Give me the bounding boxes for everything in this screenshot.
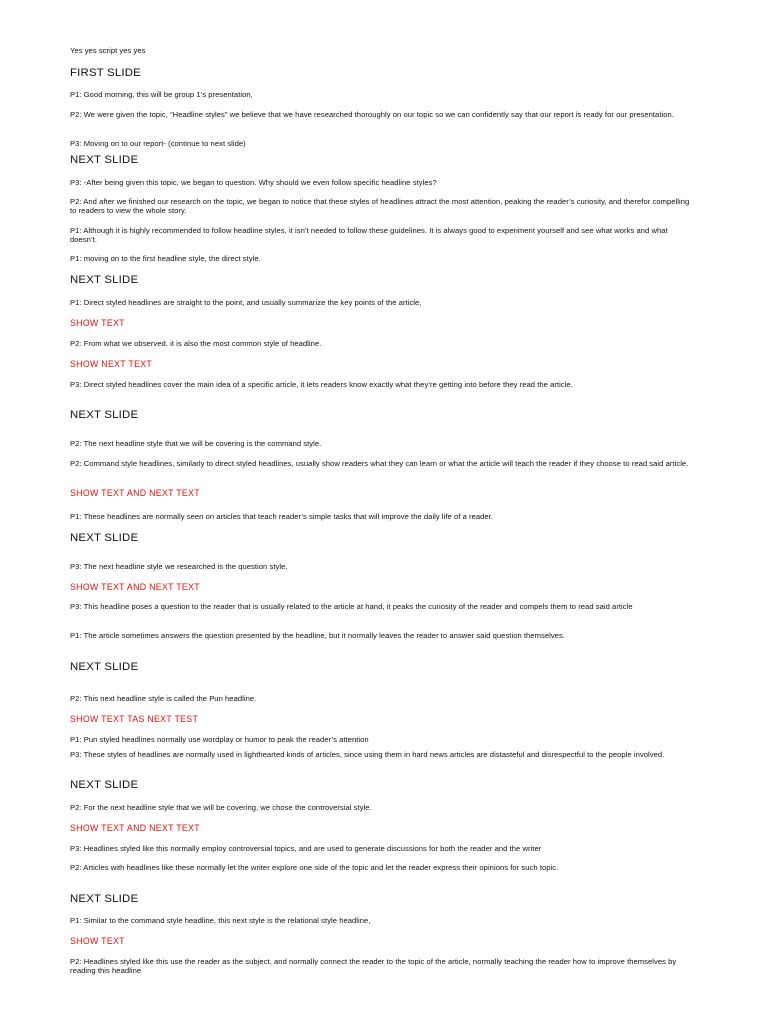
- script-line: P2: For the next headline style that we will be covering, we chose the controversial style.: [70, 803, 372, 812]
- script-line: P3: -After being given this topic, we began to question. Why should we even follow specific headline styles?: [70, 178, 437, 187]
- script-line: P2: And after we finished our research on the topic, we began to notice that these styles of headlines attract the most attention, peaking the reader’s curiosity, and therefor compelling to readers to view the whole story.: [70, 197, 690, 216]
- script-line: P3: Headlines styled like this normally employ controversial topics, and are used to generate discussions for both the reader and the writer: [70, 844, 542, 853]
- script-line: P3: These styles of headlines are normally used in lighthearted kinds of articles, since using them in hard news articles are distasteful and disrespectful to the people involved.: [70, 750, 665, 759]
- script-line: P2: From what we observed, it is also the most common style of headline.: [70, 339, 322, 348]
- cue-show-text-tas-next-test: SHOW TEXT TAS NEXT TEST: [70, 714, 199, 724]
- script-line: P3: The next headline style we researched is the question style,: [70, 562, 288, 571]
- cue-show-next-text: SHOW NEXT TEXT: [70, 359, 153, 369]
- script-line: P1: Pun styled headlines normally use wordplay or humor to peak the reader’s attention: [70, 735, 369, 744]
- heading-next-slide: NEXT SLIDE: [70, 409, 139, 421]
- heading-next-slide: NEXT SLIDE: [70, 532, 139, 544]
- script-intro: Yes yes script yes yes: [70, 46, 146, 55]
- script-line: P2: We were given the topic, “Headline styles” we believe that we have researched thoroughly on our topic so we can confidently say that our report is ready for our presentation.: [70, 110, 674, 119]
- script-line: P3: Moving on to our report- (continue to next slide): [70, 139, 246, 148]
- heading-next-slide: NEXT SLIDE: [70, 274, 139, 286]
- script-line: P1: The article sometimes answers the question presented by the headline, but it normally leaves the reader to answer said question themselves.: [70, 631, 565, 640]
- script-line: P1: Good morning, this will be group 1’s presentation,: [70, 90, 253, 99]
- script-line: P2: This next headline style is called the Pun headline.: [70, 694, 257, 703]
- heading-next-slide: NEXT SLIDE: [70, 154, 139, 166]
- script-line: P3: Direct styled headlines cover the main idea of a specific article, it lets readers know exactly what they’re getting into before they read the article.: [70, 380, 573, 389]
- cue-show-text: SHOW TEXT: [70, 936, 125, 946]
- heading-next-slide: NEXT SLIDE: [70, 779, 139, 791]
- cue-show-text-and-next-text: SHOW TEXT AND NEXT TEXT: [70, 823, 200, 833]
- cue-show-text-and-next-text: SHOW TEXT AND NEXT TEXT: [70, 582, 200, 592]
- script-line: P2: The next headline style that we will be covering is the command style.: [70, 439, 322, 448]
- script-line: P1: Although it is highly recommended to follow headline styles, it isn’t needed to follow these guidelines. It is always good to experiment yourself and see what works and what doesn’t.: [70, 226, 668, 245]
- script-line: P2: Headlines styled like this use the reader as the subject, and normally connect the reader to the topic of the article, normally teaching the reader how to improve themselves by reading this headline: [70, 957, 677, 976]
- heading-next-slide: NEXT SLIDE: [70, 661, 139, 673]
- script-line: P1: moving on to the first headline style, the direct style.: [70, 254, 261, 263]
- script-line: P1: These headlines are normally seen on articles that teach reader’s simple tasks that will improve the daily life of a reader.: [70, 512, 494, 521]
- script-line: P3: This headline poses a question to the reader that is usually related to the article at hand, it peaks the curiosity of the reader and compels them to read said article: [70, 602, 633, 611]
- script-line: P1: Similar to the command style headline, this next style is the relational style headline,: [70, 916, 371, 925]
- script-line: P2: Articles with headlines like these normally let the writer explore one side of the topic and let the reader express their opinions for such topic.: [70, 863, 559, 872]
- heading-next-slide: NEXT SLIDE: [70, 893, 139, 905]
- cue-show-text-and-next-text: SHOW TEXT AND NEXT TEXT: [70, 488, 200, 498]
- heading-first-slide: FIRST SLIDE: [70, 67, 141, 79]
- script-line: P1: Direct styled headlines are straight to the point, and usually summarize the key points of the article,: [70, 298, 422, 307]
- script-line: P2: Command style headlines, similarly to direct styled headlines, usually show readers what they can learn or what the article will teach the reader if they choose to read said article.: [70, 459, 689, 468]
- cue-show-text: SHOW TEXT: [70, 318, 125, 328]
